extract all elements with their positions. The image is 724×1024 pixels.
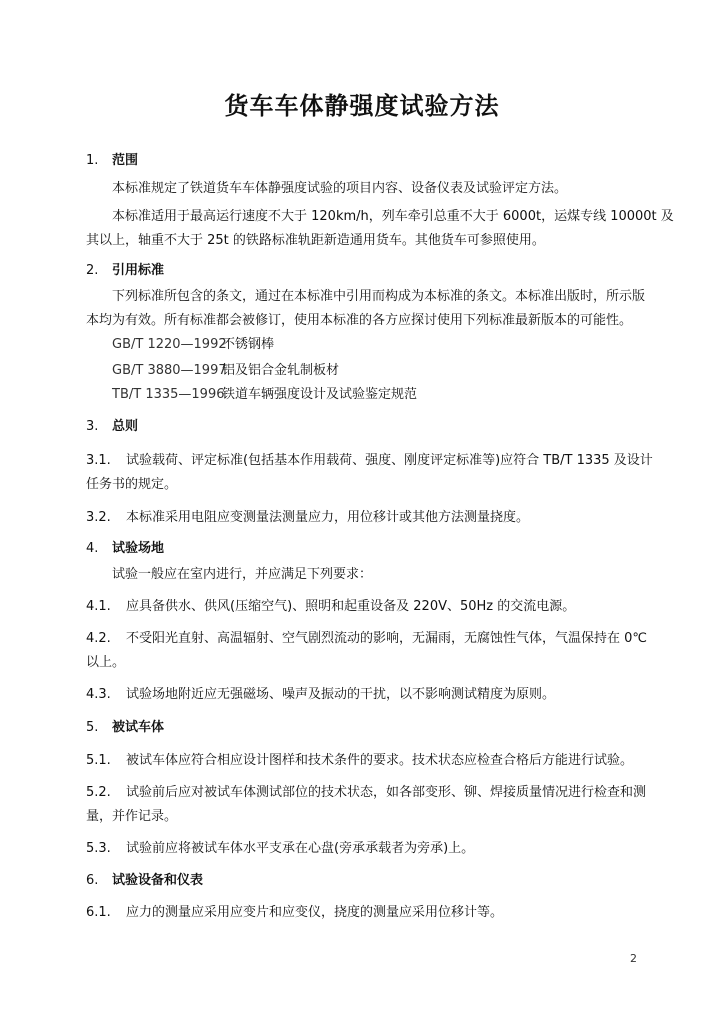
clause-text: 试验前后应对被试车体测试部位的技术状态，如各部变形、铆、焊接质量情况进行检查和测 bbox=[126, 785, 647, 800]
paragraph: 其以上，轴重不大于 25t 的铁路标准轨距新造通用货车。其他货车可参照使用。 bbox=[86, 233, 545, 248]
reference-item bbox=[112, 336, 274, 354]
clause-number: 5.3. bbox=[86, 841, 111, 856]
reference-code: GB/T 1220—1992 bbox=[112, 337, 227, 352]
section-title: 引用标准 bbox=[112, 263, 165, 278]
section-number: 3. bbox=[86, 419, 99, 434]
clause-text: 不受阳光直射、高温辐射、空气剧烈流动的影响，无漏雨，无腐蚀性气体，气温保持在 0℃ bbox=[126, 631, 648, 646]
clause-text: 试验载荷、评定标准(包括基本作用载荷、强度、刚度评定标准等)应符合 TB/T 1335 及设计 bbox=[126, 453, 653, 468]
reference-name: 铁道车辆强度设计及试验鉴定规范 bbox=[222, 387, 418, 402]
reference-code: GB/T 3880—1997 bbox=[112, 363, 227, 378]
clause-number: 6.1. bbox=[86, 905, 111, 920]
paragraph: 本标准规定了铁道货车车体静强度试验的项目内容、设备仪表及试验评定方法。 bbox=[112, 181, 568, 196]
section-title: 试验场地 bbox=[112, 541, 165, 556]
clause-text: 应具备供水、供风(压缩空气)、照明和起重设备及 220V、50Hz 的交流电源。 bbox=[126, 599, 576, 614]
reference-name: 铝及铝合金轧制板材 bbox=[222, 363, 340, 378]
clause-text: 被试车体应符合相应设计图样和技术条件的要求。技术状态应检查合格后方能进行试验。 bbox=[126, 753, 634, 768]
reference-code: TB/T 1335—1996 bbox=[112, 387, 225, 402]
clause-5-2 bbox=[86, 784, 646, 802]
reference-item bbox=[112, 362, 339, 380]
clause-number: 5.2. bbox=[86, 785, 111, 800]
clause-number: 5.1. bbox=[86, 753, 111, 768]
section-title: 试验设备和仪表 bbox=[112, 873, 204, 888]
section-number: 5. bbox=[86, 720, 99, 735]
paragraph: 量，并作记录。 bbox=[86, 809, 178, 824]
section-heading-1 bbox=[86, 152, 138, 170]
clause-5-1 bbox=[86, 752, 633, 770]
clause-text: 试验场地附近应无强磁场、噪声及振动的干扰，以不影响测试精度为原则。 bbox=[126, 687, 556, 702]
page-title: 货车车体静强度试验方法 bbox=[224, 92, 500, 120]
paragraph: 本均为有效。所有标准都会被修订，使用本标准的各方应探讨使用下列标准最新版本的可能性。 bbox=[86, 313, 633, 328]
section-number: 4. bbox=[86, 541, 99, 556]
clause-4-3 bbox=[86, 686, 555, 704]
clause-text: 本标准采用电阻应变测量法测量应力，用位移计或其他方法测量挠度。 bbox=[126, 510, 530, 525]
section-heading-6 bbox=[86, 872, 203, 890]
reference-item bbox=[112, 386, 417, 404]
reference-name: 不锈钢棒 bbox=[222, 337, 275, 352]
clause-number: 3.2. bbox=[86, 510, 111, 525]
section-heading-2 bbox=[86, 262, 164, 280]
clause-4-2 bbox=[86, 630, 647, 648]
clause-5-3 bbox=[86, 840, 474, 858]
clause-6-1 bbox=[86, 904, 503, 922]
clause-3-1 bbox=[86, 452, 653, 470]
section-heading-3 bbox=[86, 418, 138, 436]
clause-text: 应力的测量应采用应变片和应变仪，挠度的测量应采用位移计等。 bbox=[126, 905, 504, 920]
section-heading-4 bbox=[86, 540, 164, 558]
page-number: 2 bbox=[630, 952, 637, 965]
section-title: 范围 bbox=[112, 153, 139, 168]
section-title: 总则 bbox=[112, 419, 139, 434]
section-number: 2. bbox=[86, 263, 99, 278]
clause-text: 试验前应将被试车体水平支承在心盘(旁承承载者为旁承)上。 bbox=[126, 841, 475, 856]
clause-number: 4.3. bbox=[86, 687, 111, 702]
paragraph: 以上。 bbox=[86, 655, 126, 670]
paragraph: 试验一般应在室内进行，并应满足下列要求： bbox=[112, 567, 373, 582]
paragraph: 任务书的规定。 bbox=[86, 477, 178, 492]
section-heading-5 bbox=[86, 719, 164, 737]
paragraph: 下列标准所包含的条文，通过在本标准中引用而构成为本标准的条文。本标准出版时，所示版 bbox=[112, 289, 646, 304]
clause-4-1 bbox=[86, 598, 575, 616]
clause-number: 3.1. bbox=[86, 453, 111, 468]
clause-number: 4.2. bbox=[86, 631, 111, 646]
clause-number: 4.1. bbox=[86, 599, 111, 614]
section-title: 被试车体 bbox=[112, 720, 165, 735]
clause-3-2 bbox=[86, 509, 529, 527]
section-number: 1. bbox=[86, 153, 99, 168]
section-number: 6. bbox=[86, 873, 99, 888]
paragraph: 本标准适用于最高运行速度不大于 120km/h，列车牵引总重不大于 6000t，运煤专线 10000t 及 bbox=[112, 209, 674, 224]
